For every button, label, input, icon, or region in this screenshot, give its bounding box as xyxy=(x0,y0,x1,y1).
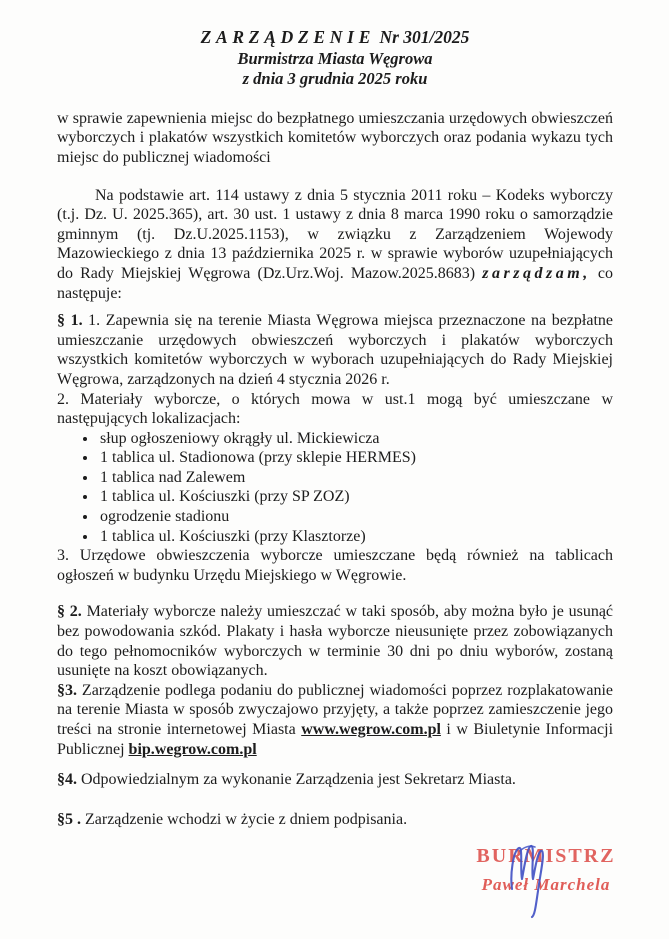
section-5-marker: §5 . xyxy=(57,810,81,828)
section-5-paragraph xyxy=(57,810,613,830)
document-title xyxy=(57,28,613,48)
section-3-text-1: Zarządzenie podlega podaniu do publicznej wiadomości poprzez rozplakatowanie na terenie Miasta w sposób zwyczajowo przyjęty, a także poprzez zamieszczenie jego treści na stronie internetowej Miasta xyxy=(57,681,614,738)
stamp-title: BURMISTRZ xyxy=(476,845,616,867)
section-3-marker: §3. xyxy=(57,681,77,699)
section-1-item-2: 2. Materiały wyborcze, o których mowa w ust.1 mogą być umieszczane w następujących lokalizacjach: xyxy=(57,390,613,428)
legal-basis-text: Na podstawie art. 114 ustawy z dnia 5 stycznia 2011 roku – Kodeks wyborczy (t.j. Dz. U. 2025.365), art. 30 ust. 1 ustawy z dnia 8 marca 1990 roku o samorządzie gminnym (tj. Dz.U.2025.1153), w związku z Zarządzeniem Wojewody Mazowieckiego z dnia 13 października 2025 r. w sprawie wyborów uzupełniających do Rady Miejskiej Węgrowa (Dz.Urz.Woj. Mazow.2025.8683) xyxy=(57,186,613,282)
locations-list xyxy=(57,429,613,547)
stamp-name: Paweł Marchela xyxy=(481,875,611,894)
city-website-link: www.wegrow.com.pl xyxy=(301,721,441,738)
section-4-paragraph xyxy=(57,770,613,790)
document-number: Nr 301/2025 xyxy=(379,27,470,47)
section-1-item-1-text: 1. Zapewnia się na terenie Miasta Węgrowa miejsca przeznaczone na bezpłatne umieszczanie urzędowych obwieszczeń wyborczych i plakatów wyborczych wszystkich komitetów wyborczych w wyborach uzupełniających do Rady Miejskiej Węgrowa, zarządzonych na dzień 4 stycznia 2026 r. xyxy=(57,312,614,388)
list-item: • ogrodzenie stadionu xyxy=(98,507,613,527)
section-2-marker: § 2. xyxy=(57,603,82,621)
document-date: z dnia 3 grudnia 2025 roku xyxy=(242,69,428,89)
section-3-text-2: i w Biuletynie Informacji xyxy=(446,721,614,738)
ordain-word: zarządzam, xyxy=(482,264,591,282)
section-1-marker: § 1. xyxy=(57,312,83,330)
document-header xyxy=(57,28,613,89)
section-3-text-3: Publicznej xyxy=(57,740,125,758)
list-item: • 1 tablica ul. Kościuszki (przy SP ZOZ) xyxy=(98,487,613,507)
section-1-item-3: 3. Urzędowe obwieszczenia wyborcze umieszczane będą również na tablicach ogłoszeń w budynku Urzędu Miejskiego w Węgrowie. xyxy=(57,547,613,584)
list-item: • 1 tablica ul. Kościuszki (przy Klasztorze) xyxy=(98,527,613,547)
legal-basis-paragraph xyxy=(57,186,613,304)
section-3-paragraph xyxy=(57,681,613,759)
bip-website-link: bip.wegrow.com.pl xyxy=(128,740,257,758)
section-2-text: Materiały wyborcze należy umieszczać w taki sposób, aby można było je usunąć bez powodowania szkód. Plakaty i hasła wyborcze nieusunięte przez zobowiązanych do tego pełnomocników wyborczych w terminie 30 dni po dniu wyborów, zostaną usunięte na koszt obowiązanych. xyxy=(57,603,614,680)
subject-paragraph: w sprawie zapewnienia miejsc do bezpłatnego umieszczania urzędowych obwieszczeń wyborczych i plakatów wszystkich komitetów wyborczych oraz podania wykazu tych miejsc do publicznej wiadomości xyxy=(57,109,613,166)
document-issuer: Burmistrza Miasta Węgrowa xyxy=(237,48,433,68)
section-4-text: Odpowiedzialnym za wykonanie Zarządzenia jest Sekretarz Miasta. xyxy=(81,771,516,789)
document-title-word: ZARZĄDZENIE xyxy=(200,27,376,47)
section-5-text: Zarządzenie wchodzi w życie z dniem podpisania. xyxy=(85,810,408,828)
list-item: • 1 tablica nad Zalewem xyxy=(98,468,613,488)
section-1-item-1 xyxy=(57,311,613,389)
document-body xyxy=(57,28,613,829)
legal-basis-suffix: co następuje: xyxy=(57,264,614,302)
list-item: • słup ogłoszeniowy okrągły ul. Mickiewicza xyxy=(98,429,613,449)
handwritten-signature-icon xyxy=(500,841,550,921)
signature-block xyxy=(466,845,626,895)
section-4-marker: §4. xyxy=(57,771,77,789)
section-2-paragraph xyxy=(57,602,613,680)
list-item: • 1 tablica ul. Stadionowa (przy sklepie HERMES) xyxy=(98,448,613,468)
